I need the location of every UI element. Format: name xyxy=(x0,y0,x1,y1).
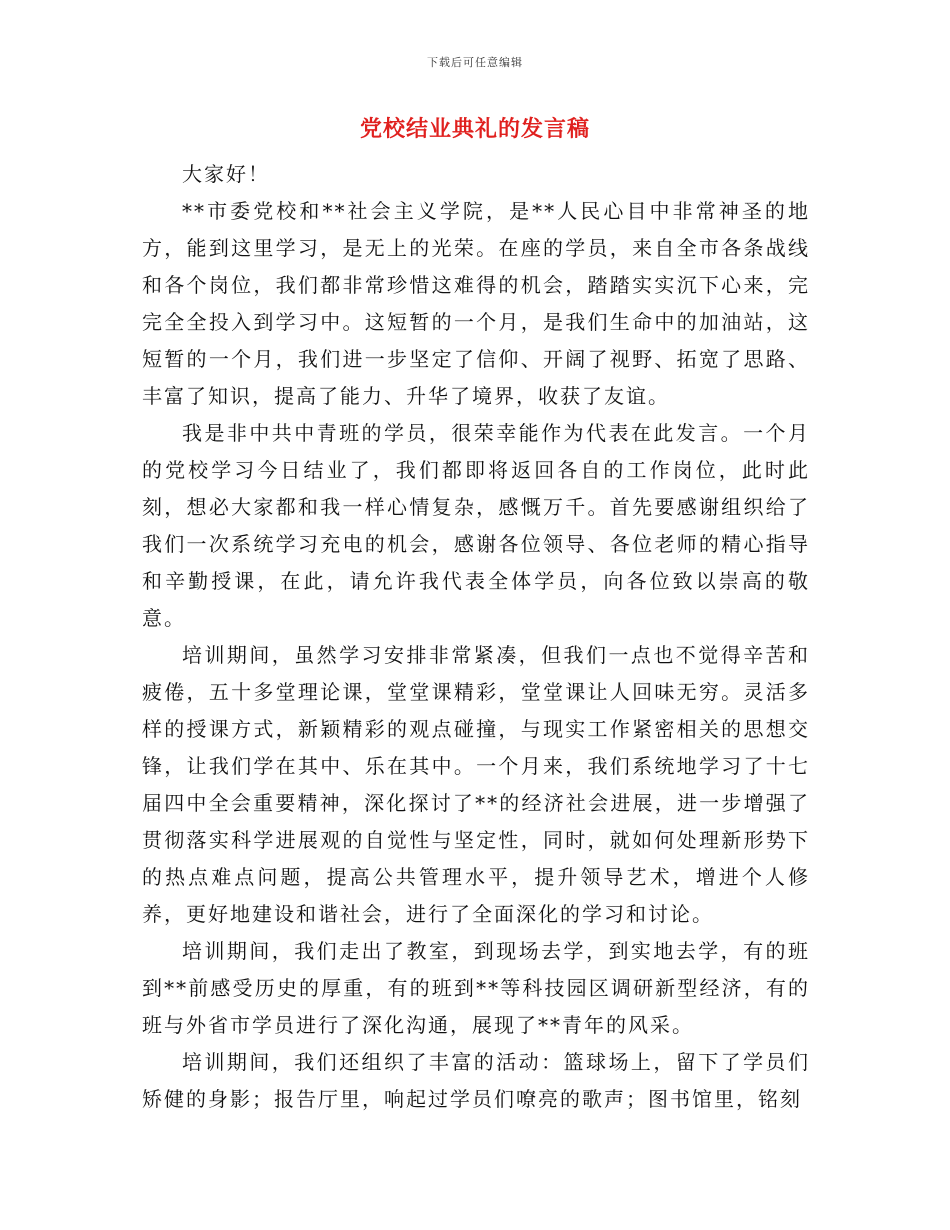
body-paragraph: **市委党校和**社会主义学院，是**人民心目中非常神圣的地方，能到这里学习，是无上的光荣。在座的学员，来自全市各条战线和各个岗位，我们都非常珍惜这难得的机会，踏踏实实沉下心来，完完全全投入到学习中。这短暂的一个月，是我们生命中的加油站，这短暂的一个月，我们进一步坚定了信仰、开阔了视野、拓宽了思路、丰富了知识，提高了能力、升华了境界，收获了友谊。 xyxy=(142,199,810,408)
document-title: 党校结业典礼的发言稿 xyxy=(359,116,590,142)
document-body xyxy=(142,156,810,1118)
body-paragraph: 培训期间，虽然学习安排非常紧凑，但我们一点也不觉得辛苦和疲倦，五十多堂理论课，堂堂课精彩，堂堂课让人回味无穷。灵活多样的授课方式，新颖精彩的观点碰撞，与现实工作紧密相关的思想交锋，让我们学在其中、乐在其中。一个月来，我们系统地学习了十七届四中全会重要精神，深化探讨了**的经济社会进展，进一步增强了贯彻落实科学进展观的自觉性与坚定性，同时，就如何处理新形势下的热点难点问题，提高公共管理水平，提升领导艺术，增进个人修养，更好地建设和谐社会，进行了全面深化的学习和讨论。 xyxy=(142,643,810,926)
header-note: 下载后可任意编辑 xyxy=(427,56,523,69)
body-paragraph: 我是非中共中青班的学员，很荣幸能作为代表在此发言。一个月的党校学习今日结业了，我们都即将返回各自的工作岗位，此时此刻，想必大家都和我一样心情复杂，感慨万千。首先要感谢组织给了我们一次系统学习充电的机会，感谢各位领导、各位老师的精心指导和辛勤授课，在此，请允许我代表全体学员，向各位致以崇高的敬意。 xyxy=(142,421,810,630)
body-paragraph: 培训期间，我们走出了教室，到现场去学，到实地去学，有的班到**前感受历史的厚重，有的班到**等科技园区调研新型经济，有的班与外省市学员进行了深化沟通，展现了**青年的风采。 xyxy=(142,939,810,1037)
body-paragraph: 培训期间，我们还组织了丰富的活动：篮球场上，留下了学员们矫健的身影；报告厅里，响起过学员们嘹亮的歌声；图书馆里，铭刻 xyxy=(142,1050,810,1111)
greeting-paragraph: 大家好！ xyxy=(182,162,270,186)
